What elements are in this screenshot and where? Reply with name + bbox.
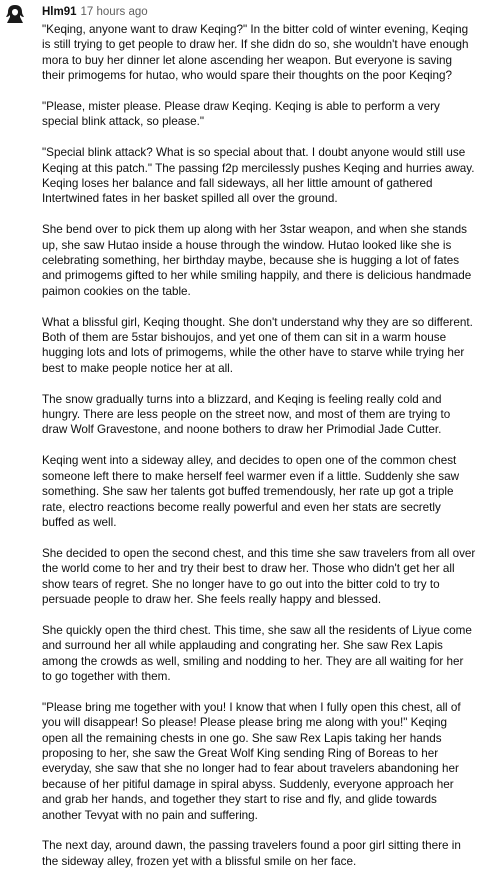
comment-paragraph: "Special blink attack? What is so special about that. I doubt anyone would still use Keqing at this patch." The passing f2p mercilessly pushes Keqing and hurries away. Keqing loses her balance and fall sideways, all her little amount of gathered Intertwined fates in her basket spilled all over the ground.: [42, 146, 475, 206]
comment-header: [42, 5, 148, 19]
anime-character-silhouette-icon[interactable]: [4, 3, 26, 25]
comment-author[interactable]: Hlm91: [42, 6, 77, 18]
comment-paragraph: Keqing went into a sideway alley, and decides to open one of the common chest someone left there to make herself feel warmer even if a little. Suddenly she saw something. She saw her talents got buffed tremendously, her rate up got a triple rate, electro reactions become really powerful and even her stats are secretly buffed as well.: [42, 454, 460, 529]
comment-timestamp[interactable]: 17 hours ago: [80, 6, 148, 18]
comment-body: [42, 22, 476, 885]
comment-paragraph: "Please, mister please. Please draw Keqing. Keqing is able to perform a very special blink attack, so please.": [42, 100, 440, 129]
comment-paragraph: The snow gradually turns into a blizzard, and Keqing is feeling really cold and hungry. There are less people on the street now, and most of them are trying to draw Wolf Gravestone, and noone bothers to draw her Primodial Jade Cutter.: [42, 392, 451, 437]
comment-paragraph: She quickly open the third chest. This time, she saw all the residents of Liyue come and surround her all while applauding and congrating her. She saw Rex Lapis among the crowds as well, smiling and nodding to her. They are all waiting for her to go together with them.: [42, 623, 472, 683]
comment-paragraph: What a blissful girl, Keqing thought. She don't understand why they are so different. Both of them are 5star bishoujos, and yet one of them can sit in a warm house hugging lots and lots of primogems, while the other have to starve while trying her best to make people notice her at all.: [42, 315, 473, 375]
comment-paragraph: "Please bring me together with you! I know that when I fully open this chest, all of you will disappear! So please! Please please bring me along with you!" Keqing open all the remaining chests in one go. She saw Rex Lapis taking her hands proposing to her, she saw the Great Wolf King sending Ring of Boreas to her everyday, she saw that she no longer had to fear about travelers abandoning her because of her pitiful damage in spiral abyss. Suddenly, everyone approach her and grab her hands, and together they start to rise and fly, and glide towards another Tevyat with no pain and suffering.: [42, 700, 461, 822]
comment-paragraph: The next day, around dawn, the passing travelers found a poor girl sitting there in the sideway alley, frozen yet with a blissful smile on her face.: [42, 839, 461, 868]
comment-paragraph: She decided to open the second chest, and this time she saw travelers from all over the world come to her and try their best to draw her. Those who didn't get her all show tears of regret. She no longer have to go out into the bitter cold to try to persuade people to draw her. She feels really happy and blessed.: [42, 546, 476, 606]
comment-paragraph: "Keqing, anyone want to draw Keqing?" In the bitter cold of winter evening, Keqing is still trying to get people to draw her. If she didn do so, she wouldn't have enough mora to buy her dinner let alone ascending her weapon. But everyone is saving their primogems for hutao, who would spare their thoughts on the poor Keqing?: [42, 23, 469, 83]
comment-paragraph: She bend over to pick them up along with her 3star weapon, and when she stands up, she saw Hutao inside a house through the window. Hutao looked like she is celebrating something, her birthday maybe, because she is hugging a lot of fates and primogems gifted to her while smiling happily, and there is delicious handmade paimon cookies on the table.: [42, 223, 472, 298]
